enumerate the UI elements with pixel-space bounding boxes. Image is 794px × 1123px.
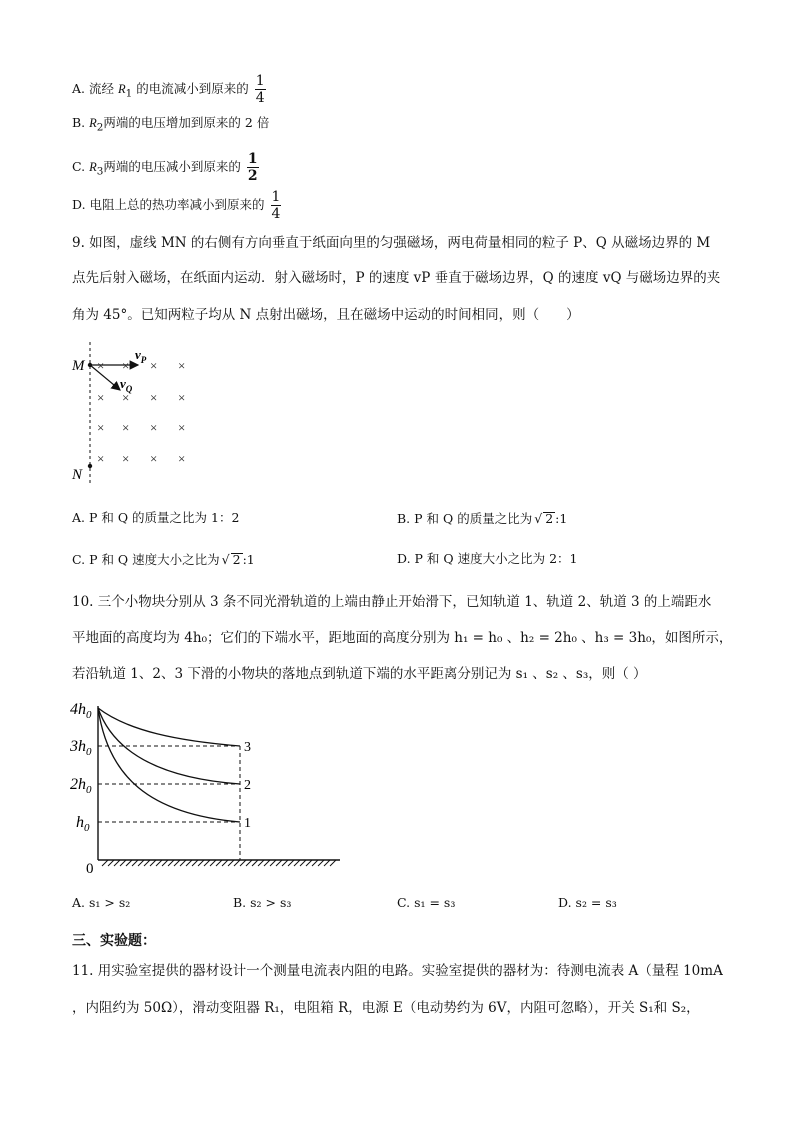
track-1-label: 1 [244, 816, 251, 831]
q10-option-c: C. s₁ = s₃ [397, 895, 456, 910]
q8-c-fraction: $\frac{1}{2}$ [247, 151, 258, 184]
q8-a-var: R [118, 82, 126, 96]
q9-option-b: B. P 和 Q 的质量之比为 √ 2 :1 [397, 511, 568, 526]
origin-label: 0 [86, 861, 94, 876]
q8-option-b [72, 117, 269, 133]
q8-a-post: 的电流减小到原来的 [136, 81, 249, 96]
q8-c-sub: 3 [96, 165, 104, 178]
q8-option-a [72, 74, 266, 105]
track-2-label: 2 [244, 778, 251, 793]
track-3-label: 3 [244, 740, 251, 755]
field-cross: × [178, 451, 186, 466]
field-crosses [97, 358, 185, 466]
field-cross: × [97, 420, 105, 435]
q10-text-line1: 10. 三个小物块分别从 3 条不同光滑轨道的上端由静止开始滑下，已知轨道 1、轨道 2、轨道 3 的上端距水 [72, 594, 712, 610]
y-label-h0: $h_0$ [76, 814, 90, 834]
q8-a-fraction: $\frac{1}{4}$ [255, 73, 265, 106]
y-label-3h0: $3h_0$ [70, 738, 92, 758]
q8-option-c [72, 152, 259, 183]
q8-b-post: 两端的电压增加到原来的 2 倍 [103, 115, 270, 130]
q8-c-var: R [89, 160, 97, 174]
q10-option-d: D. s₂ = s₃ [558, 895, 617, 910]
field-cross: × [97, 358, 105, 373]
q9-option-a: A. P 和 Q 的质量之比为 1：2 [72, 510, 240, 525]
q8-a-label: A. [72, 81, 86, 96]
q11-text-line1: 11. 用实验室提供的器材设计一个测量电流表内阻的电路。实验室提供的器材为：待测电流表 A（量程 10mA [72, 963, 723, 979]
q8-b-var: R [89, 116, 97, 130]
field-cross: × [150, 420, 158, 435]
q8-a-sub: 1 [125, 87, 133, 100]
vp-label: $v_P$ [135, 347, 147, 365]
ground-hatching [102, 860, 336, 866]
q10-track-figure [68, 696, 348, 876]
q8-b-label: B. [72, 115, 86, 130]
q10-text-line3: 若沿轨道 1、2、3 下滑的小物块的落地点到轨道下端的水平距离分别记为 s₁ 、s₂ 、s₃，则（ ） [72, 666, 647, 682]
vq-label: $v_Q$ [120, 376, 133, 394]
field-cross: × [122, 358, 130, 373]
vq-arrow [90, 365, 120, 390]
section-title: 三、实验题： [72, 933, 156, 949]
q8-option-d [72, 190, 281, 221]
y-label-4h0: $4h_0$ [70, 701, 92, 721]
reference-dashed-lines [98, 746, 240, 860]
field-cross: × [178, 420, 186, 435]
q8-a-pre: 流经 [89, 81, 115, 96]
field-cross: × [150, 390, 158, 405]
q9-text-line3: 角为 45°。已知两粒子均从 N 点射出磁场，且在磁场中运动的时间相同，则（ ） [72, 307, 580, 323]
field-cross: × [122, 420, 130, 435]
q9-magnetic-field-figure [60, 340, 210, 490]
q10-option-b: B. s₂ > s₃ [233, 895, 292, 910]
field-cross: × [97, 390, 105, 405]
field-cross: × [122, 390, 130, 405]
field-cross: × [150, 358, 158, 373]
q9-option-c: C. P 和 Q 速度大小之比为 √ 2 :1 [72, 552, 255, 567]
field-cross: × [150, 451, 158, 466]
track-3 [98, 708, 240, 746]
q10-option-a: A. s₁ > s₂ [72, 895, 131, 910]
q9-text-line1: 9. 如图，虚线 MN 的右侧有方向垂直于纸面向里的匀强磁场，两电荷量相同的粒子 P、Q 从磁场边界的 M [72, 235, 711, 251]
q10-text-line2: 平地面的高度均为 4h₀；它们的下端水平，距地面的高度分别为 h₁ = h₀ 、h₂ = 2h₀ 、h₃ = 3h₀，如图所示， [72, 630, 733, 646]
field-cross: × [178, 390, 186, 405]
q8-c-label: C. [72, 159, 86, 174]
q9-option-d: D. P 和 Q 速度大小之比为 2：1 [397, 551, 578, 566]
label-n: N [72, 467, 83, 483]
q11-text-line2: ，内阻约为 50Ω），滑动变阻器 R₁，电阻箱 R，电源 E（电动势约为 6V，内阻可忽略），开关 S₁和 S₂， [72, 1000, 700, 1016]
field-cross: × [178, 358, 186, 373]
point-n [88, 464, 92, 468]
track-1 [98, 708, 240, 822]
q8-c-post: 两端的电压减小到原来的 [103, 159, 241, 174]
field-cross: × [122, 451, 130, 466]
q8-b-sub: 2 [96, 121, 104, 134]
field-cross: × [97, 451, 105, 466]
q9-text-line2: 点先后射入磁场，在纸面内运动．射入磁场时，P 的速度 vP 垂直于磁场边界，Q 的速度 vQ 与磁场边界的夹 [72, 270, 721, 286]
q8-d-label: D. [72, 197, 86, 212]
label-m: M [72, 358, 85, 374]
y-label-2h0: $2h_0$ [70, 776, 92, 796]
q8-d-fraction: $\frac{1}{4}$ [271, 189, 281, 222]
q8-d-post: 电阻上总的热功率减小到原来的 [89, 197, 265, 212]
